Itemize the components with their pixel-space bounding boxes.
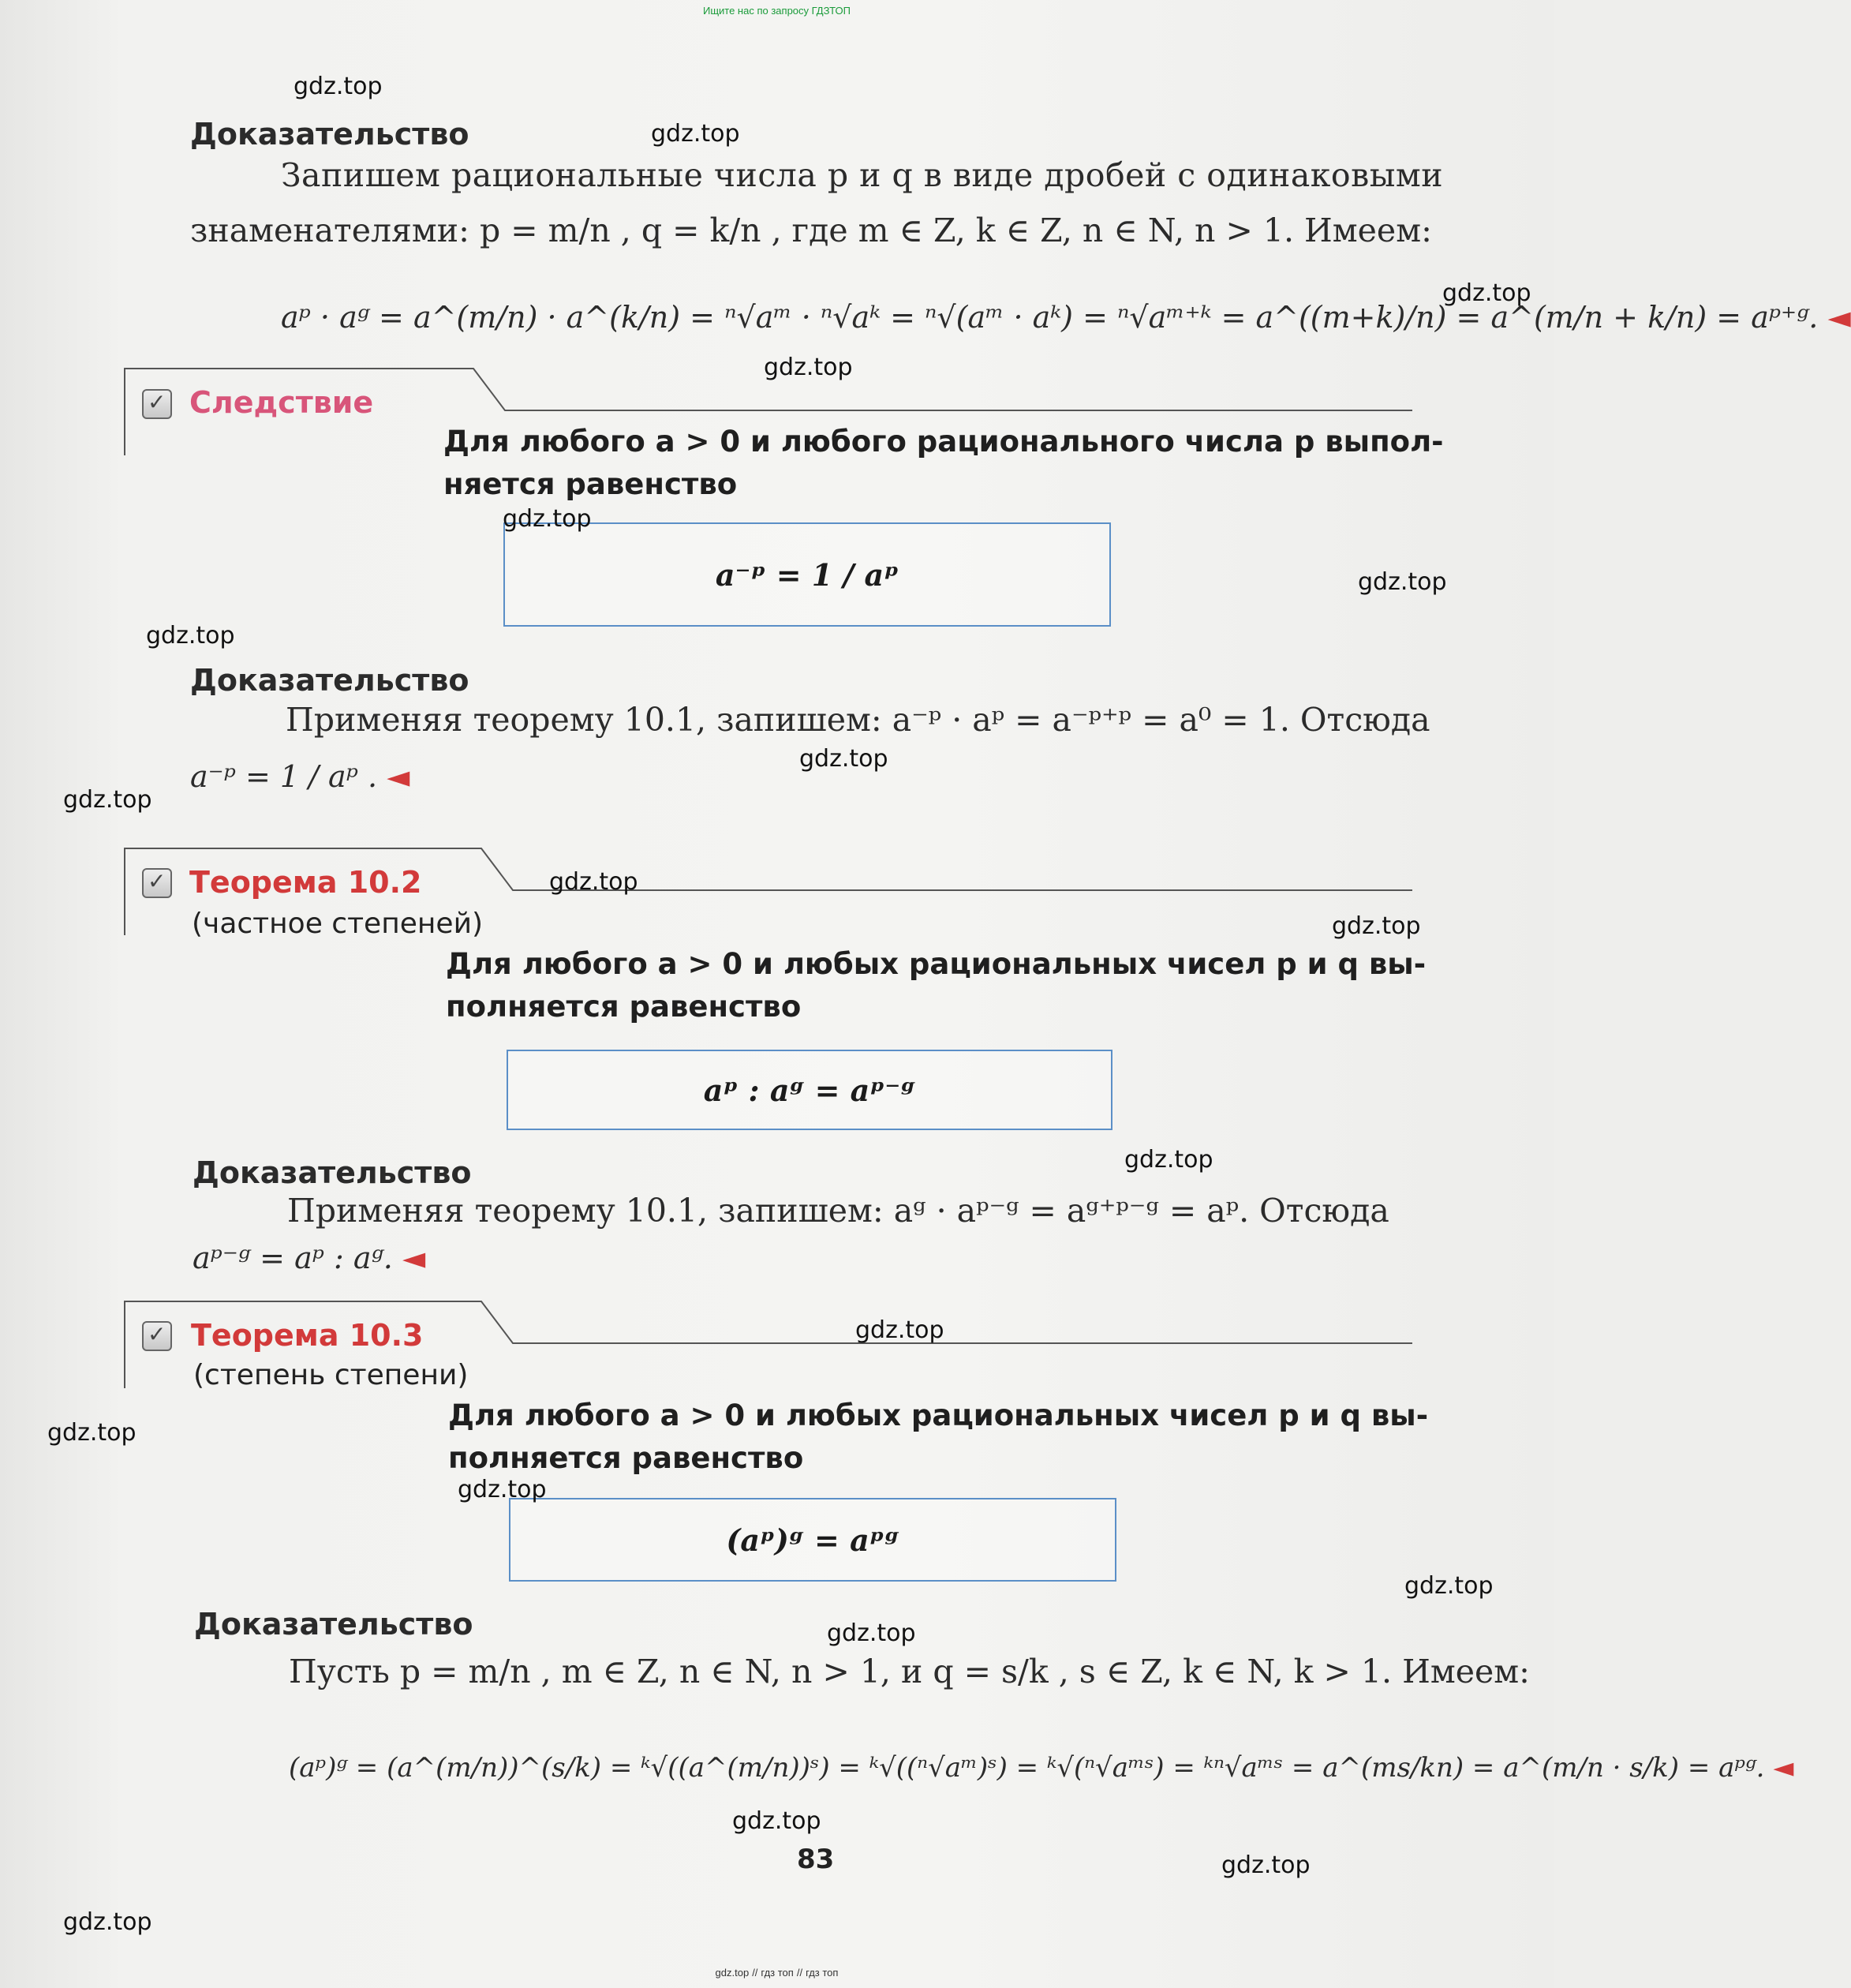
watermark: gdz.top [1332, 912, 1421, 940]
check-icon [142, 389, 172, 419]
bottom-link[interactable]: гдз топ [761, 1967, 794, 1979]
theorem102-subtitle: (частное степеней) [192, 908, 484, 940]
bottom-links: gdz.top // гдз топ // гдз топ [715, 1967, 839, 1979]
end-mark: ◄ [1827, 300, 1851, 335]
proof1-formula [281, 300, 1851, 335]
bottom-link[interactable]: gdz.top [715, 1967, 750, 1979]
corollary-statement-line2: няется равенство [443, 467, 738, 501]
watermark: gdz.top [458, 1476, 547, 1503]
theorem103-proof-line1: Пусть p = m/n , m ∈ Z, n ∈ N, n > 1, и q = s/k , s ∈ Z, k ∈ N, k > 1. Имеем: [289, 1653, 1530, 1690]
top-banner[interactable]: Ищите нас по запросу ГДЗТОП [702, 5, 851, 17]
proof-heading-1: Доказательство [190, 117, 469, 152]
theorem102-statement-line1: Для любого a > 0 и любых рациональных чисел p и q вы- [446, 947, 1427, 981]
watermark: gdz.top [63, 786, 152, 814]
corollary-proof-heading: Доказательство [190, 663, 469, 698]
watermark: gdz.top [1358, 568, 1447, 596]
theorem102-proof-line2-text: aᵖ⁻ᵍ = aᵖ : aᵍ. [193, 1241, 393, 1275]
watermark: gdz.top [1404, 1572, 1494, 1600]
page-number: 83 [797, 1844, 835, 1875]
theorem103-title: Теорема 10.3 [191, 1318, 424, 1353]
theorem102-proof-line1: Применяя теорему 10.1, запишем: aᵍ · aᵖ⁻ᵍ = aᵍ⁺ᵖ⁻ᵍ = aᵖ. Отсюда [287, 1192, 1389, 1230]
theorem103-statement-line1: Для любого a > 0 и любых рациональных чисел p и q вы- [448, 1398, 1429, 1432]
proof1-line2: знаменателями: p = m/n , q = k/n , где m ∈ Z, k ∈ Z, n ∈ N, n > 1. Имеем: [190, 212, 1432, 249]
corollary-statement-line1: Для любого a > 0 и любого рационального числа p выпол- [443, 425, 1444, 459]
watermark: gdz.top [764, 354, 853, 381]
theorem103-proof-heading: Доказательство [194, 1607, 473, 1642]
watermark: gdz.top [47, 1419, 136, 1447]
watermark: gdz.top [651, 120, 740, 148]
theorem102-proof-heading: Доказательство [193, 1155, 472, 1190]
theorem103-formula: (aᵖ)ᵍ = aᵖᵍ [726, 1522, 899, 1558]
end-mark: ◄ [1773, 1752, 1794, 1784]
theorem102-formula: aᵖ : aᵍ = aᵖ⁻ᵍ [703, 1072, 916, 1108]
watermark: gdz.top [1442, 279, 1531, 307]
bottom-link[interactable]: гдз топ [806, 1967, 839, 1979]
check-icon [142, 868, 172, 898]
theorem103-formula2-text: (aᵖ)ᵍ = (a^(m/n))^(s/k) = ᵏ√((a^(m/n))ˢ) = ᵏ√((ⁿ√aᵐ)ˢ) = ᵏ√(ⁿ√aᵐˢ) = ᵏⁿ√aᵐˢ = a^(ms/kn) = a^(m/n · s/k) = aᵖᵍ. [289, 1752, 1765, 1784]
theorem103-statement-line2: полняется равенство [448, 1441, 804, 1475]
proof1-line1: Запишем рациональные числа p и q в виде дробей с одинаковыми [281, 156, 1444, 194]
proof1-formula-text: aᵖ · aᵍ = a^(m/n) · a^(k/n) = ⁿ√aᵐ · ⁿ√aᵏ = ⁿ√(aᵐ · aᵏ) = ⁿ√aᵐ⁺ᵏ = a^((m+k)/n) = a^(m/n + k/n) = aᵖ⁺ᵍ. [281, 300, 1819, 335]
watermark: gdz.top [1124, 1146, 1213, 1174]
theorem102-formula-box [507, 1050, 1112, 1130]
theorem102-proof-line2 [193, 1241, 425, 1275]
watermark: gdz.top [63, 1908, 152, 1936]
watermark: gdz.top [294, 73, 383, 100]
watermark: gdz.top [549, 868, 638, 896]
corollary-title: Следствие [189, 385, 374, 420]
end-mark: ◄ [402, 1241, 426, 1275]
watermark: gdz.top [146, 622, 235, 650]
watermark: gdz.top [732, 1807, 821, 1835]
corollary-proof-line2-text: a⁻ᵖ = 1 / aᵖ . [190, 759, 378, 794]
watermark: gdz.top [1221, 1851, 1311, 1879]
check-icon [142, 1321, 172, 1351]
end-mark: ◄ [387, 759, 410, 794]
theorem103-formula-box [509, 1498, 1116, 1582]
watermark: gdz.top [827, 1619, 916, 1647]
watermark: gdz.top [799, 745, 888, 773]
watermark: gdz.top [503, 505, 592, 533]
corollary-proof-line1: Применяя теорему 10.1, запишем: a⁻ᵖ · aᵖ = a⁻ᵖ⁺ᵖ = a⁰ = 1. Отсюда [286, 701, 1430, 739]
corollary-formula: a⁻ᵖ = 1 / aᵖ [715, 556, 899, 593]
watermark: gdz.top [855, 1316, 944, 1344]
theorem102-statement-line2: полняется равенство [446, 990, 802, 1024]
theorem103-subtitle: (степень степени) [193, 1359, 469, 1391]
corollary-proof-line2 [190, 759, 409, 794]
theorem103-formula2 [289, 1752, 1793, 1784]
theorem102-title: Теорема 10.2 [189, 865, 422, 900]
corollary-formula-box [503, 522, 1111, 627]
